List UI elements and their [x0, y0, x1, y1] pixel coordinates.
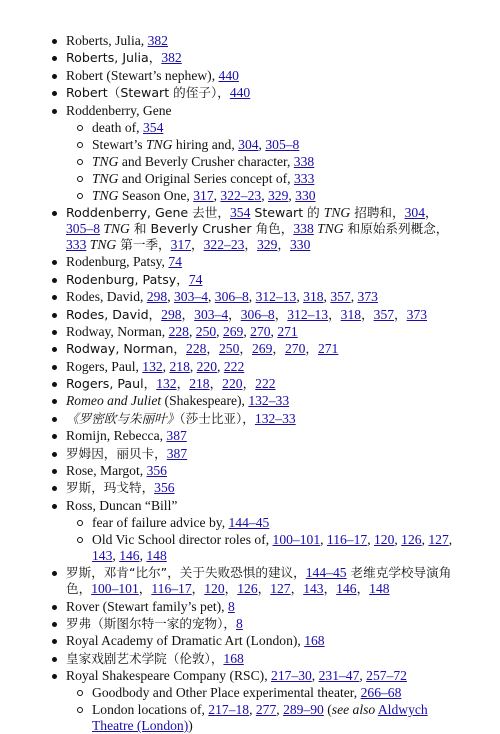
entry-text: 罗弗（斯图尔特一家的宠物），	[66, 615, 237, 631]
page-link[interactable]: 373	[406, 306, 428, 322]
page-link[interactable]: 304	[238, 136, 259, 152]
entry-text: ，	[361, 306, 374, 322]
index-entry	[40, 50, 460, 66]
entry-text: and Original Series concept of,	[118, 170, 294, 186]
entry-text: 罗斯，玛戈特，	[66, 480, 155, 496]
page-link[interactable]: 271	[277, 323, 298, 339]
entry-text: Royal Academy of Dramatic Art (London),	[66, 633, 305, 649]
italic-text: see also	[331, 702, 376, 718]
index-entry	[40, 565, 460, 597]
page-link[interactable]: 317	[193, 187, 214, 203]
page-link[interactable]: 120	[204, 581, 225, 597]
page-link[interactable]: 440	[229, 85, 251, 101]
entry-text: (Shakespeare),	[161, 393, 249, 409]
page-link[interactable]: 387	[166, 428, 187, 444]
entry-text: Stewart’s	[92, 136, 146, 152]
page-link[interactable]: 228	[186, 341, 207, 357]
entry-text: ,	[359, 668, 367, 684]
entry-text: ，	[242, 376, 256, 392]
italic-text: TNG	[103, 220, 130, 236]
entry-text: ,	[350, 289, 358, 305]
page-link[interactable]: 303–4	[174, 289, 208, 305]
entry-text: Rogers, Paul，	[66, 376, 157, 392]
page-link[interactable]: 116–17	[326, 531, 368, 547]
entry-text: ,	[394, 531, 402, 547]
entry-text: ,	[249, 702, 256, 718]
entry-text: ,	[162, 358, 170, 374]
entry-text: （莎士比亚），	[179, 410, 255, 426]
entry-text: 和 Beverly Crusher 角色，	[129, 220, 294, 236]
page-link[interactable]: 126	[401, 531, 422, 547]
entry-text: Rodes, David,	[66, 289, 147, 305]
index-subentry	[66, 120, 460, 136]
page-link[interactable]: 271	[317, 341, 339, 357]
entry-text: Rose, Margot,	[66, 463, 147, 479]
index-entry	[40, 411, 460, 427]
page-link[interactable]: 269	[251, 341, 273, 357]
page-link[interactable]: 127	[428, 531, 449, 547]
entry-text: Rodway, Norman，	[66, 341, 187, 357]
page-link[interactable]: 148	[369, 581, 390, 597]
page-link[interactable]: 168	[223, 650, 244, 666]
page-link[interactable]: 318	[303, 289, 324, 305]
index-subentry	[66, 188, 460, 204]
page-link[interactable]: 144–45	[228, 514, 270, 530]
italic-text: TNG	[317, 220, 344, 236]
page-link[interactable]: 250	[195, 323, 217, 339]
entry-text: ,	[276, 702, 284, 718]
subentry-list	[66, 685, 460, 734]
page-link[interactable]: 356	[154, 480, 175, 496]
entry-text: Rogers, Paul,	[66, 358, 143, 374]
index-entry	[40, 68, 460, 84]
page-link[interactable]: 354	[142, 119, 164, 135]
page-link[interactable]: 306–8	[214, 289, 249, 305]
entry-text: ，	[191, 581, 205, 597]
entry-text: ,	[188, 323, 196, 339]
entry-text: ，	[244, 236, 257, 252]
page-link[interactable]: Aldwych Theatre (London)	[92, 702, 428, 734]
index-entry	[40, 289, 460, 305]
entry-text: fear of failure advice by,	[92, 514, 229, 530]
entry-text: ，	[323, 581, 337, 597]
entry-text: 招聘和，	[350, 204, 405, 220]
index-entry	[40, 376, 460, 392]
page-link[interactable]: 168	[304, 633, 325, 649]
entry-text: (	[323, 702, 332, 718]
index-entry	[40, 616, 460, 632]
page-link[interactable]: 333	[293, 170, 315, 186]
entry-text: ,	[311, 668, 319, 684]
entry-text: Roberts, Julia,	[66, 33, 148, 48]
index-entry	[40, 103, 460, 204]
index-entry	[40, 633, 460, 649]
entry-text: and Beverly Crusher character,	[118, 153, 294, 169]
index-entry	[40, 359, 460, 375]
index-entry	[40, 205, 460, 253]
entry-text: ，	[224, 581, 238, 597]
entry-text: ,	[167, 289, 174, 305]
entry-text: Rodway, Norman,	[66, 323, 169, 339]
entry-text: ,	[258, 136, 266, 152]
index-entry	[40, 599, 460, 615]
entry-text: Robert（Stewart 的侄子），	[66, 85, 230, 101]
page-link[interactable]: 298	[161, 306, 182, 322]
page-link[interactable]: 8	[227, 598, 235, 614]
index-entry	[40, 446, 460, 462]
page-link[interactable]: 357	[330, 289, 351, 305]
page-link[interactable]: 220	[222, 376, 243, 392]
page-link[interactable]: 132–33	[248, 393, 290, 409]
entry-text: 老维克学校导演角色，	[66, 565, 452, 597]
page-link[interactable]: 356	[146, 463, 167, 479]
entry-text: Stewart 的	[250, 204, 324, 220]
entry-text: ,	[217, 358, 224, 374]
page-link[interactable]: 218	[189, 376, 210, 392]
page-link[interactable]: 146	[336, 581, 357, 597]
index-subentry	[66, 171, 460, 187]
page-link[interactable]: 148	[146, 547, 167, 563]
entry-text: ，	[176, 376, 190, 392]
entry-text: ，	[181, 306, 195, 322]
page-link[interactable]: 305–8	[265, 136, 300, 152]
entry-text: Roberts, Julia，	[66, 50, 162, 66]
italic-text: TNG	[92, 187, 119, 203]
index-subentry	[66, 154, 460, 170]
page-link[interactable]: 144–45	[305, 565, 347, 581]
entry-text: ,	[112, 547, 120, 563]
page-link[interactable]: 74	[168, 254, 182, 270]
italic-text: TNG	[146, 136, 173, 152]
entry-text: ，	[257, 581, 271, 597]
page-link[interactable]: 303–4	[194, 306, 229, 322]
page-link[interactable]: 289–90	[283, 702, 324, 718]
subentry-list	[66, 515, 460, 564]
page-link[interactable]: 100–101	[272, 531, 321, 547]
page-link[interactable]: 333	[66, 236, 87, 252]
index-subentry	[66, 532, 460, 564]
page-link[interactable]: 387	[166, 445, 188, 461]
index-entry	[40, 85, 460, 101]
page-link[interactable]: 440	[218, 67, 239, 83]
page-link[interactable]: 220	[196, 358, 218, 374]
entry-text: ，	[356, 581, 370, 597]
page-link[interactable]: 228	[168, 323, 189, 339]
italic-text: 《罗密欧与朱丽叶》	[66, 410, 180, 426]
entry-text: ,	[270, 323, 278, 339]
page-link[interactable]: 304	[404, 204, 426, 220]
page-link[interactable]: 8	[236, 615, 243, 631]
page-link[interactable]: 330	[289, 236, 311, 252]
entry-text: ,	[367, 531, 374, 547]
entry-text: ,	[248, 289, 256, 305]
entry-text: 第一季，	[116, 236, 171, 252]
entry-text: 皇家戏剧艺术学院（伦敦），	[66, 650, 224, 666]
entry-text: death of,	[92, 119, 143, 135]
index-entry	[40, 463, 460, 479]
entry-text: ,	[288, 187, 296, 203]
page-link[interactable]: 231–47	[318, 668, 360, 684]
index-list	[40, 33, 460, 734]
entry-text: ，	[239, 341, 252, 357]
page-link[interactable]: 222	[223, 358, 245, 374]
page-link[interactable]: 74	[188, 271, 203, 287]
page-link[interactable]: 354	[229, 204, 251, 220]
entry-text: ,	[213, 187, 221, 203]
page-link[interactable]: 330	[295, 187, 316, 203]
index-entry	[40, 393, 460, 409]
page-link[interactable]: 250	[219, 341, 240, 357]
subentry-list	[66, 120, 460, 204]
page-link[interactable]: 217–30	[271, 668, 312, 684]
index-entry	[40, 480, 460, 496]
page-link[interactable]: 322–23	[220, 187, 262, 203]
entry-text: ，	[209, 376, 223, 392]
entry-text: ,	[261, 187, 268, 203]
page-link[interactable]: 132–33	[254, 410, 296, 426]
entry-text: Robert (Stewart’s nephew),	[66, 67, 219, 83]
page-link[interactable]: 382	[161, 50, 182, 66]
page-link[interactable]: 100–101	[91, 581, 139, 597]
italic-text: TNG	[92, 170, 119, 186]
entry-text: 罗斯，邓肯“比尔”，关于失败恐惧的建议，	[66, 565, 306, 581]
entry-text: 和原始系列概念，	[343, 220, 449, 236]
entry-text: ，	[228, 306, 241, 322]
page-link[interactable]: 322–23	[203, 236, 245, 252]
entry-text: Old Vic School director roles of,	[92, 531, 273, 547]
index-subentry	[66, 137, 460, 153]
entry-text: ，	[290, 581, 304, 597]
page-link[interactable]: 270	[284, 341, 306, 357]
entry-text: ，	[206, 341, 219, 357]
entry-text: 罗姆因，丽贝卡，	[66, 445, 167, 461]
page-link[interactable]: 120	[373, 531, 395, 547]
page-link[interactable]: 143	[303, 581, 324, 597]
entry-text: ，	[394, 306, 407, 322]
entry-text: ，	[138, 581, 152, 597]
index-entry	[40, 324, 460, 340]
italic-text: Romeo and Juliet	[66, 393, 162, 409]
page-link[interactable]: 146	[119, 547, 140, 563]
italic-text: TNG	[92, 153, 119, 169]
entry-text: )	[188, 718, 193, 734]
page-link[interactable]: 217–18	[208, 702, 250, 718]
page-link[interactable]: 357	[373, 306, 395, 322]
page-link[interactable]: 277	[255, 702, 277, 718]
entry-text: ,	[189, 358, 197, 374]
entry-text: Rodenburg, Patsy,	[66, 254, 169, 270]
page-link[interactable]: 143	[92, 547, 113, 563]
index-subentry	[66, 685, 460, 701]
index-entry	[40, 498, 460, 564]
page-link[interactable]: 132	[156, 376, 177, 392]
entry-text: ，	[305, 341, 318, 357]
entry-text: Roddenberry, Gene	[66, 102, 172, 118]
page-link[interactable]: 127	[270, 581, 291, 597]
index-entry	[40, 341, 460, 357]
page-link[interactable]: 329	[257, 236, 278, 252]
page-link[interactable]: 257–72	[366, 668, 407, 684]
page-link[interactable]: 298	[146, 289, 168, 305]
index-entry	[40, 254, 460, 270]
page-link[interactable]: 126	[237, 581, 258, 597]
entry-text: Rodenburg, Patsy，	[66, 271, 189, 287]
page-link[interactable]: 218	[169, 358, 190, 374]
page-link[interactable]: 270	[250, 323, 271, 339]
entry-text: ,	[139, 547, 147, 563]
page-link[interactable]: 373	[357, 289, 378, 305]
index-entry	[40, 651, 460, 667]
entry-text: Season One,	[118, 187, 194, 203]
entry-text: ,	[243, 323, 251, 339]
entry-text: Ross, Duncan “Bill”	[66, 497, 178, 513]
entry-text: Goodbody and Other Place experimental theater,	[92, 685, 361, 701]
entry-text: ,	[216, 323, 223, 339]
page-link[interactable]: 132	[142, 358, 163, 374]
entry-text: ，	[328, 306, 341, 322]
entry-text: hiring and,	[172, 136, 239, 152]
page-link[interactable]: 269	[222, 323, 244, 339]
page-link[interactable]: 318	[340, 306, 362, 322]
entry-text: London locations of,	[92, 702, 209, 718]
index-entry	[40, 668, 460, 734]
page-link[interactable]: 222	[255, 376, 276, 392]
italic-text: TNG	[323, 204, 351, 220]
entry-text: ,	[421, 531, 429, 547]
entry-text: ，	[191, 236, 204, 252]
index-entry	[40, 33, 460, 49]
entry-text: ，	[425, 204, 438, 220]
entry-text: Rover (Stewart family’s pet),	[66, 598, 228, 614]
page-link[interactable]: 338	[293, 153, 315, 169]
entry-text: ,	[320, 531, 327, 547]
entry-text: ,	[448, 531, 453, 547]
index-entry	[40, 272, 460, 288]
page-link[interactable]: 329	[267, 187, 289, 203]
entry-text: ,	[323, 289, 331, 305]
page-link[interactable]: 317	[170, 236, 192, 252]
entry-text: ,	[207, 289, 215, 305]
page-link[interactable]: 305–8	[66, 220, 100, 236]
page-link[interactable]: 266–68	[360, 685, 402, 701]
entry-text: ,	[296, 289, 304, 305]
entry-text: Romijn, Rebecca,	[66, 428, 167, 444]
entry-text: ，	[274, 306, 288, 322]
entry-text: Rodes, David，	[66, 306, 162, 322]
page-link[interactable]: 312–13	[255, 289, 297, 305]
entry-text: ，	[272, 341, 285, 357]
page-link[interactable]: 116–17	[151, 581, 192, 597]
entry-text: Royal Shakespeare Company (RSC),	[66, 668, 272, 684]
index-entry	[40, 428, 460, 444]
entry-text: Roddenberry, Gene 去世，	[66, 204, 230, 220]
page-link[interactable]: 312–13	[287, 306, 329, 322]
page-link[interactable]: 338	[293, 220, 314, 236]
italic-text: TNG	[89, 236, 117, 252]
page-link[interactable]: 306–8	[240, 306, 275, 322]
entry-text: ，	[277, 236, 290, 252]
index-entry	[40, 307, 460, 323]
index-subentry	[66, 515, 460, 531]
page-link[interactable]: 382	[147, 33, 168, 48]
